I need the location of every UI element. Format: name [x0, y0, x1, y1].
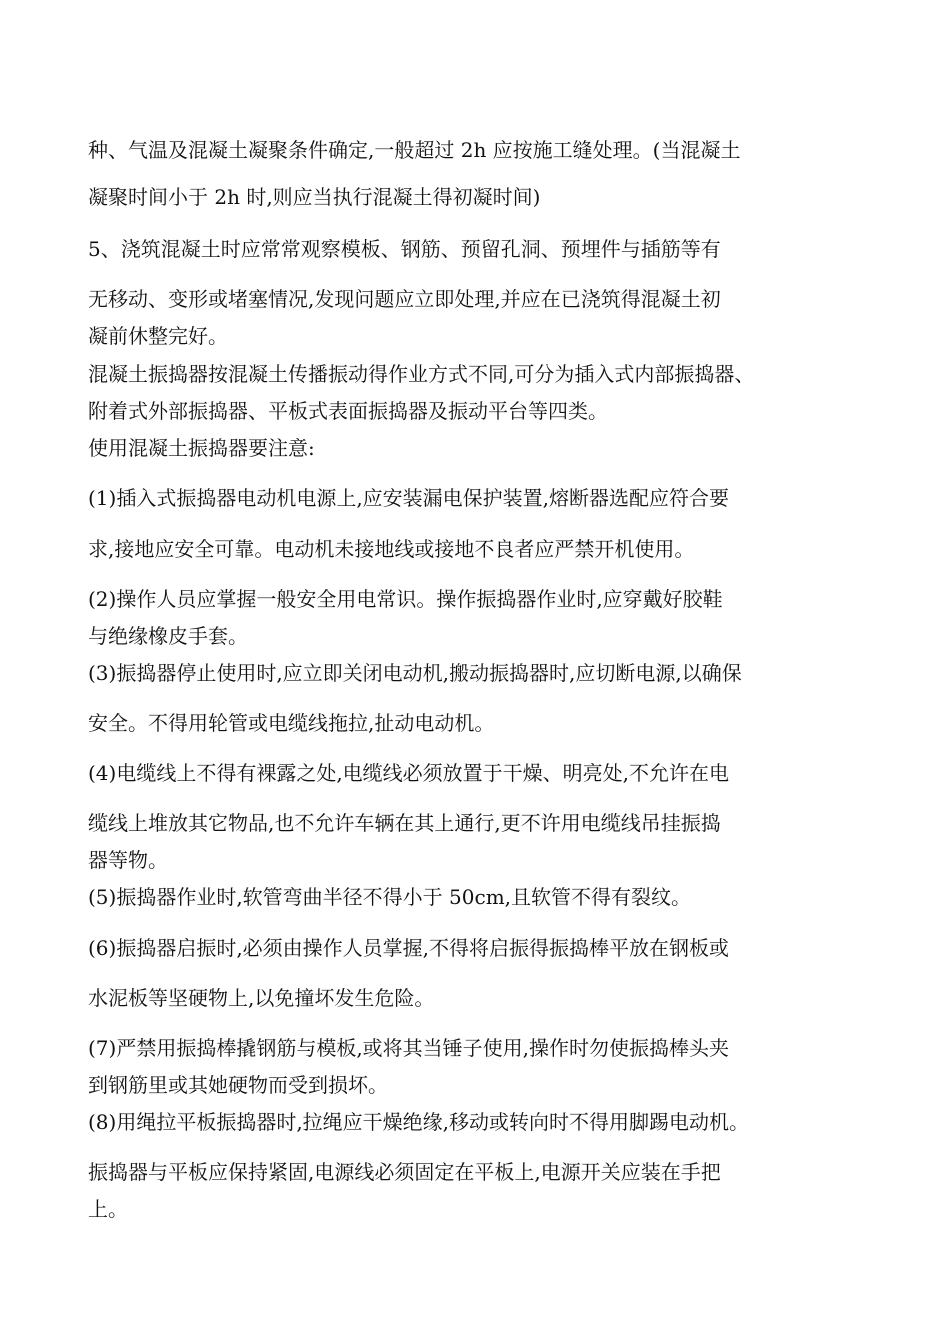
text-line: (8)用绳拉平板振捣器时,拉绳应干燥绝缘,移动或转向时不得用脚踢电动机。	[88, 1110, 750, 1134]
text-line: 器等物。	[88, 848, 168, 872]
text-line: (7)严禁用振捣棒撬钢筋与模板,或将其当锤子使用,操作时勿使振捣棒头夹	[88, 1036, 730, 1060]
text-line: 振捣器与平板应保持紧固,电源线必须固定在平板上,电源开关应装在手把	[88, 1160, 721, 1184]
text-line: 安全。不得用轮管或电缆线拖拉,扯动电动机。	[88, 711, 495, 735]
text-line: 附着式外部振捣器、平板式表面振捣器及振动平台等四类。	[88, 399, 608, 423]
text-line: 凝聚时间小于 2h 时,则应当执行混凝土得初凝时间)	[88, 185, 541, 209]
text-line: 求,接地应安全可靠。电动机未接地线或接地不良者应严禁开机使用。	[88, 537, 695, 561]
text-line: 无移动、变形或堵塞情况,发现问题应立即处理,并应在已浇筑得混凝土初	[88, 287, 721, 311]
text-line: 5、浇筑混凝土时应常常观察模板、钢筋、预留孔洞、预埋件与插筋等有	[88, 237, 721, 261]
text-line: 到钢筋里或其她硬物而受到损坏。	[88, 1073, 388, 1097]
text-line: 缆线上堆放其它物品,也不允许车辆在其上通行,更不许用电缆线吊挂振捣	[88, 811, 721, 835]
text-line: (3)振捣器停止使用时,应立即关闭电动机,搬动振捣器时,应切断电源,以确保	[88, 661, 742, 685]
text-line: 水泥板等坚硬物上,以免撞坏发生危险。	[88, 986, 435, 1010]
text-line: 使用混凝土振捣器要注意:	[88, 436, 315, 460]
text-line: (5)振捣器作业时,软管弯曲半径不得小于 50cm,且软管不得有裂纹。	[88, 885, 692, 909]
text-line: 凝前休整完好。	[88, 324, 228, 348]
text-line: (1)插入式振捣器电动机电源上,应安装漏电保护装置,熔断器选配应符合要	[88, 486, 730, 510]
text-line: (2)操作人员应掌握一般安全用电常识。操作振捣器作业时,应穿戴好胶鞋	[88, 587, 723, 611]
text-line: 混凝土振捣器按混凝土传播振动得作业方式不同,可分为插入式内部振捣器、	[88, 362, 755, 386]
text-line: 与绝缘橡皮手套。	[88, 624, 248, 648]
text-line: 上。	[88, 1197, 128, 1221]
text-line: 种、气温及混凝土凝聚条件确定,一般超过 2h 应按施工缝处理。(当混凝土	[88, 138, 741, 162]
text-line: (6)振捣器启振时,必须由操作人员掌握,不得将启振得振捣棒平放在钢板或	[88, 936, 730, 960]
text-line: (4)电缆线上不得有裸露之处,电缆线必须放置于干燥、明亮处,不允许在电	[88, 761, 730, 785]
